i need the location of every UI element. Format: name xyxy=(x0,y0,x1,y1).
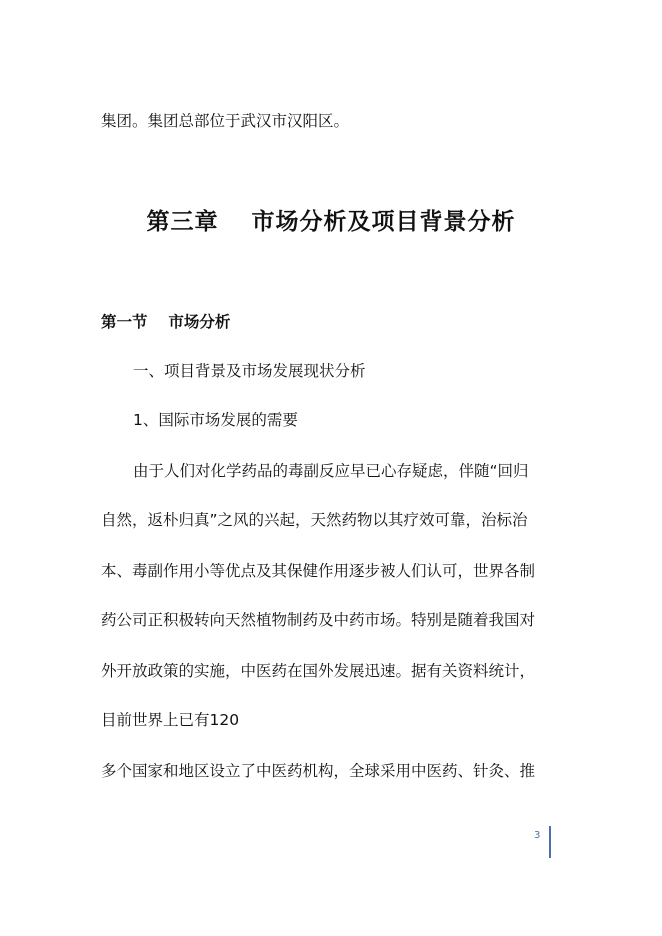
sub-subsection-heading: 1、国际市场发展的需要 xyxy=(133,411,298,429)
page-number-divider xyxy=(549,826,551,858)
paragraph-line: 本、毒副作用小等优点及其保健作用逐步被人们认可，世界各制 xyxy=(101,562,536,580)
paragraph-line: 药公司正积极转向天然植物制药及中药市场。特别是随着我国对 xyxy=(101,611,536,629)
paragraph-line: 目前世界上已有120 xyxy=(101,711,240,729)
page-number: 3 xyxy=(534,830,541,841)
section-title: 第一节 市场分析 xyxy=(101,313,231,331)
paragraph-line: 自然，返朴归真”之风的兴起，天然药物以其疗效可靠，治标治 xyxy=(101,511,528,529)
chapter-title: 第三章 市场分析及项目背景分析 xyxy=(146,208,516,235)
continuation-text: 集团。集团总部位于武汉市汉阳区。 xyxy=(101,112,350,130)
paragraph-line: 外开放政策的实施，中医药在国外发展迅速。据有关资料统计， xyxy=(101,662,536,680)
paragraph-line: 多个国家和地区设立了中医药机构，全球采用中医药、针灸、推 xyxy=(101,762,536,780)
paragraph-line: 由于人们对化学药品的毒副反应早已心存疑虑，伴随“回归 xyxy=(133,462,529,480)
subsection-heading: 一、项目背景及市场发展现状分析 xyxy=(133,362,366,380)
